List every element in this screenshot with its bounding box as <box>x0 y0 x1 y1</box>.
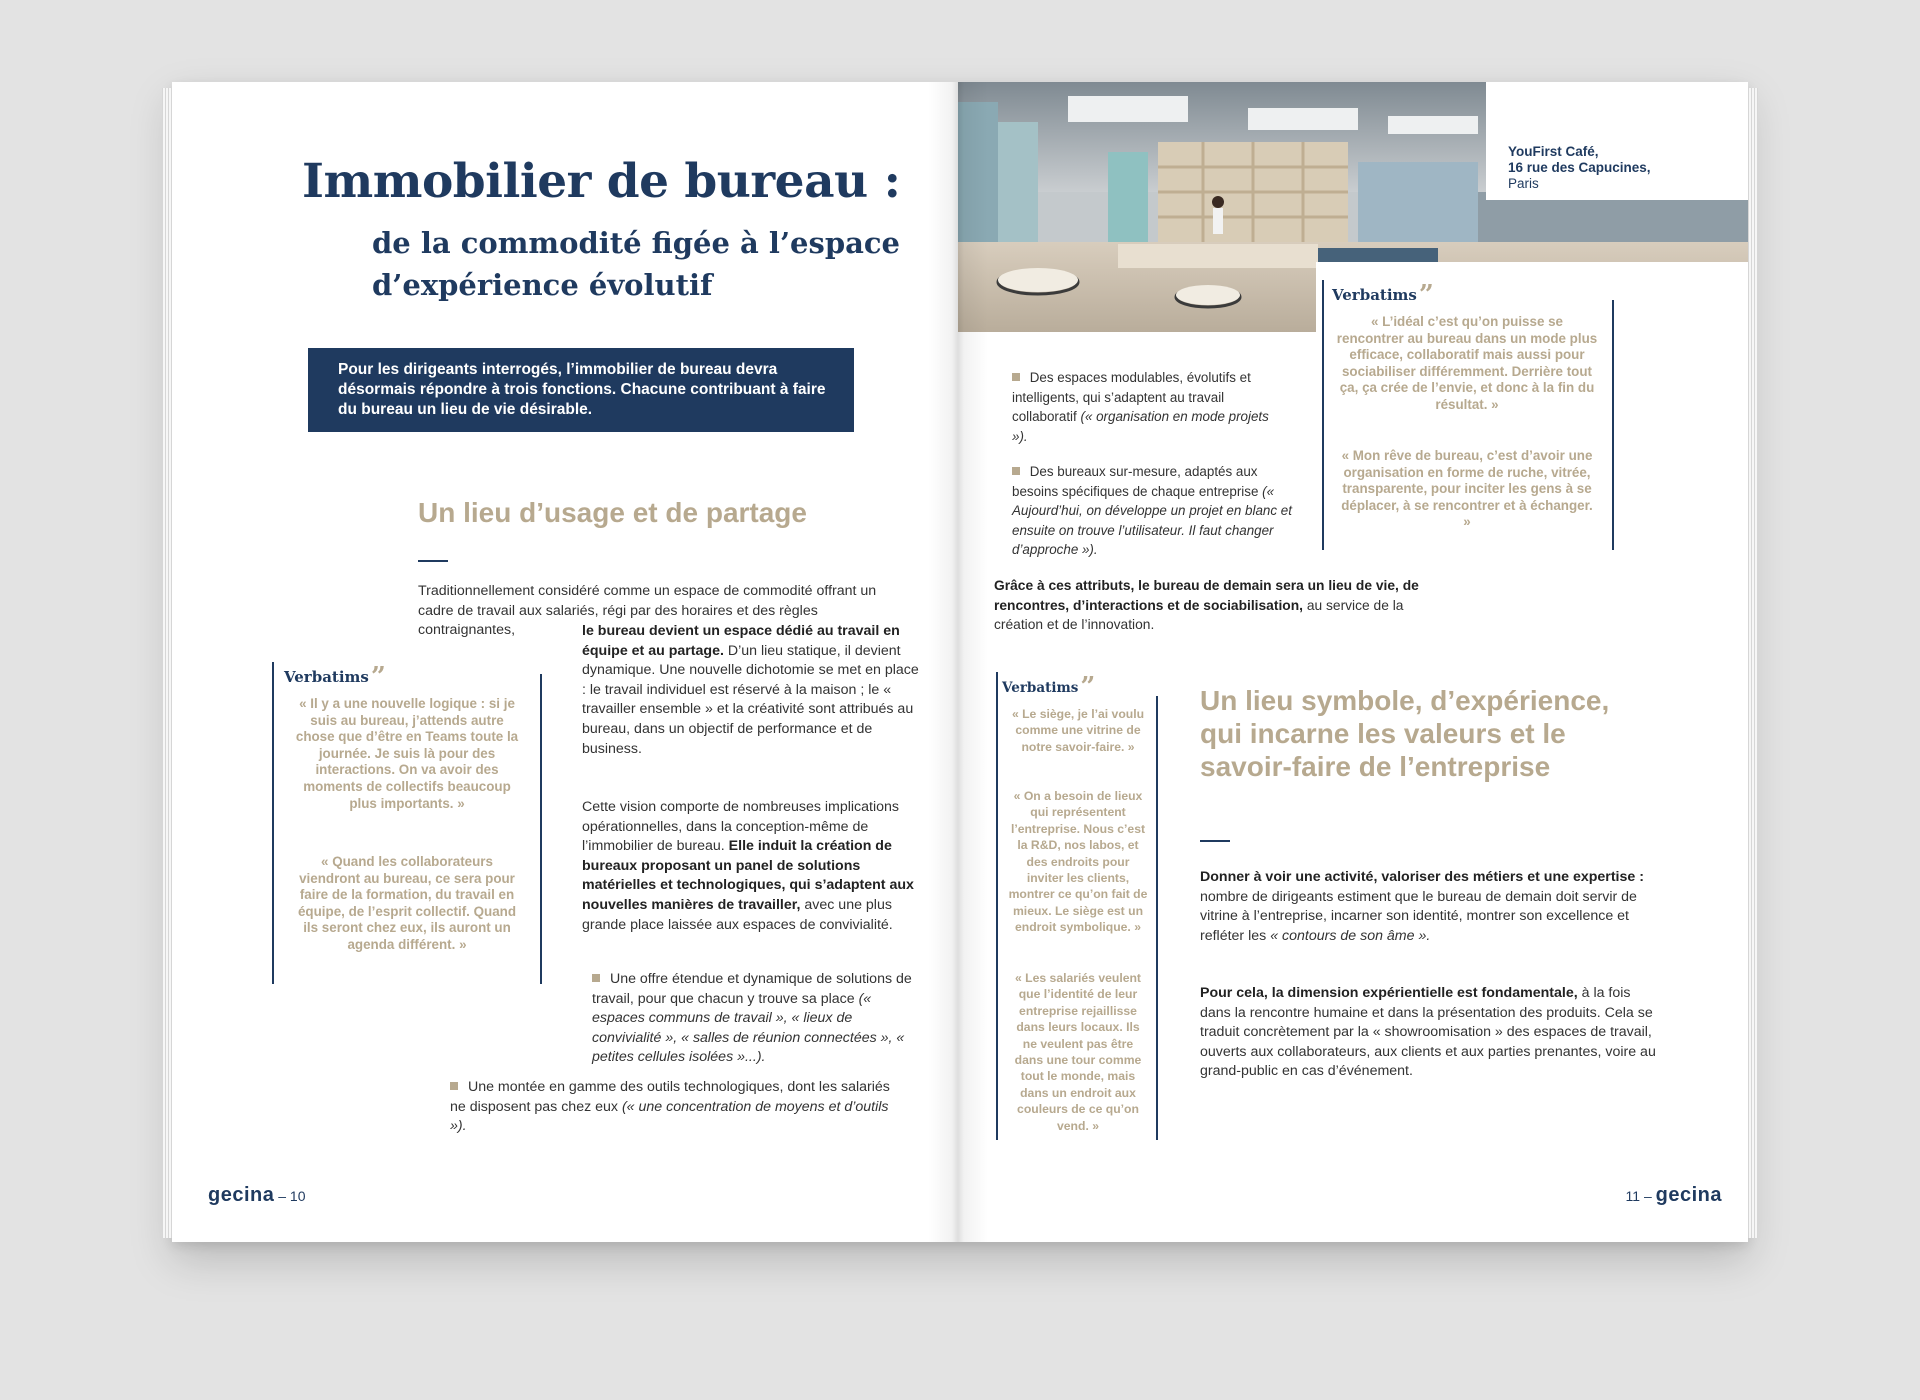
section-rule <box>1200 840 1230 842</box>
bullet3-text: Des espaces modulables, évolutifs et intelligents, qui s’adaptent au travail collaboratif <box>1012 370 1251 424</box>
verbatim-quote: « Mon rêve de bureau, c’est d’avoir une organisation en forme de ruche, vitrée, transparente, pour inciter les gens à se déplacer, à se rencontrer et à échanger. » <box>1341 448 1593 530</box>
paragraph-2 <box>582 798 920 935</box>
verbatims-line-left <box>272 662 274 984</box>
para1-bold: le bureau devient un espace dédié au travail en équipe et au partage. <box>582 623 900 659</box>
verbatims-line-right <box>1156 696 1158 1140</box>
para3-bold: Donner à voir une activité, valoriser des métiers et une expertise : <box>1200 869 1644 885</box>
verbatims-heading <box>284 662 386 692</box>
page-number: 11 – <box>1625 1188 1652 1204</box>
verbatims-label: Verbatims <box>284 668 369 686</box>
verbatims-box-top-right <box>1322 280 1614 550</box>
paragraph-4 <box>1200 984 1656 1082</box>
verbatims-line-left <box>996 672 998 1140</box>
para3-italic: « contours de son âme ». <box>1270 927 1431 944</box>
quote-mark-icon: ” <box>370 662 386 692</box>
bullet-sur-mesure <box>1012 462 1298 560</box>
attributes-bold: Grâce à ces attributs, le bureau de demain sera un lieu de vie, de rencontres, d’interactions et de sociabilisation, <box>994 578 1419 613</box>
page-subtitle: de la commodité figée à l’espace d’expérience évolutif <box>372 226 900 302</box>
footer-right <box>1626 1184 1722 1207</box>
photo-caption <box>1508 144 1651 192</box>
verbatim-quote: « Les salariés veulent que l’identité de leur entreprise rejaillisse dans leurs locaux. Ils ne veulent pas être dans une tour comme tout le monde, mais dans un endroit aux couleurs de ce qu’on vend. » <box>1014 971 1142 1133</box>
section-title-usage: Un lieu d’usage et de partage <box>418 497 807 528</box>
para2-text: Cette vision comporte de nombreuses implications opérationnelles, dans la conception-même de l’immobilier de bureau. <box>582 799 900 855</box>
paragraph-3 <box>1200 868 1656 946</box>
section-rule <box>418 560 448 562</box>
left-page <box>172 82 958 1242</box>
para1-rest: D’un lieu statique, il devient dynamique. Une nouvelle dichotomie se met en place : le travail individuel est réservé à la maison ; le « travailler ensemble » et la créativité sont attribués au bureau, dans un objectif de performance et de business. <box>582 642 919 757</box>
para1-text: Traditionnellement considéré comme un espace de commodité offrant un cadre de travail aux salariés, régi par des horaires et des règles contraignantes, <box>418 583 877 639</box>
quote-mark-icon: ” <box>1418 280 1434 310</box>
verbatims-line-right <box>1612 300 1614 550</box>
verbatims-line-left <box>1322 280 1324 550</box>
gecina-logo: gecina <box>208 1184 275 1206</box>
bullet-espaces <box>1012 368 1280 446</box>
verbatims-label: Verbatims <box>1332 286 1417 304</box>
verbatims-box-bottom-right <box>996 672 1158 1140</box>
bullet4-italic: (« Aujourd’hui, on développe un projet en blanc et ensuite on trouve l’utilisateur. Il faut changer d’approche »). <box>1012 483 1292 557</box>
page-edges-left <box>162 88 172 1238</box>
intro-box: Pour les dirigeants interrogés, l’immobilier de bureau devra désormais répondre à trois fonctions. Chacune contribuant à faire du bureau un lieu de vie désirable. <box>308 348 854 432</box>
paragraph-attributes <box>994 576 1444 635</box>
page-edges-right <box>1748 88 1758 1238</box>
para3-text: nombre de dirigeants estiment que le bureau de demain doit servir de vitrine à l’entreprise, incarner son identité, montrer son excellence et refléter les <box>1200 888 1637 944</box>
verbatim-quote: « L’idéal c’est qu’on puisse se rencontrer au bureau dans un mode plus efficace, collaboratif mais aussi pour sociabiliser différemment. Derrière tout ça, ça crée de l’envie, et donc à la fin du résultat. » <box>1336 314 1598 412</box>
caption-venue: YouFirst Café, <box>1508 144 1599 159</box>
attributes-rest: au service de la création et de l’innovation. <box>994 597 1404 633</box>
bullet2-text: Une montée en gamme des outils technologiques, dont les salariés ne disposent pas chez eux <box>450 1079 890 1115</box>
verbatims-heading <box>1332 280 1434 310</box>
section-title-symbole: Un lieu symbole, d’expérience, qui incarne les valeurs et le savoir-faire de l’entreprise <box>1200 685 1610 782</box>
para2-bold: Elle induit la création de bureaux proposant un panel de solutions matérielles et technologiques, qui s’adaptent aux nouvelles manières de travailler, <box>582 838 914 913</box>
para4-bold: Pour cela, la dimension expérientielle est fondamentale, <box>1200 985 1578 1001</box>
brochure-spread <box>172 82 1748 1242</box>
verbatims-heading <box>1002 672 1095 702</box>
paragraph-1 <box>582 622 920 759</box>
caption-address: 16 rue des Capucines, <box>1508 160 1651 175</box>
bullet-montee <box>450 1078 890 1137</box>
verbatims-box-left <box>272 662 542 984</box>
bullet3-italic: (« organisation en mode projets »). <box>1012 409 1269 444</box>
verbatim-quote: « Le siège, je l’ai voulu comme une vitrine de notre savoir-faire. » <box>1011 707 1145 754</box>
quote-mark-icon: ” <box>1080 672 1096 702</box>
page-title: Immobilier de bureau : <box>302 154 901 209</box>
bullet1-text: Une offre étendue et dynamique de solutions de travail, pour que chacun y trouve sa place <box>592 971 912 1007</box>
verbatims-line-right <box>540 674 542 984</box>
verbatim-quote: « Il y a une nouvelle logique : si je suis au bureau, j’attends autre chose que d’être en Teams toute la journée. Je suis là pour des interactions. On va avoir des moments de collectifs beaucoup plus importants. » <box>295 696 519 811</box>
verbatims-label: Verbatims <box>1002 680 1079 696</box>
gecina-logo: gecina <box>1655 1184 1722 1206</box>
para4-text: à la fois dans la rencontre humaine et dans la présentation des produits. Cela se traduit concrètement par la « showroomisation » des espaces de travail, ouverts aux collaborateurs, aux clients et aux parties prenantes, voire au grand-public en cas d’événement. <box>1200 985 1656 1080</box>
bullet-offre <box>592 970 918 1068</box>
footer-left <box>208 1184 306 1207</box>
bullet1-italic: (« espaces communs de travail », « lieux de convivialité », « salles de réunion connectées », « petites cellules isolées »...). <box>592 990 905 1066</box>
bullet4-text: Des bureaux sur-mesure, adaptés aux besoins spécifiques de chaque entreprise <box>1012 464 1263 499</box>
photo-caption-box <box>1486 82 1748 200</box>
verbatim-quote: « Quand les collaborateurs viendront au bureau, ce sera pour faire de la formation, du travail en équipe, de l’esprit collectif. Quand ils seront chez eux, ils auront un agenda différent. » <box>297 854 516 952</box>
caption-city: Paris <box>1508 176 1539 191</box>
verbatim-quote: « On a besoin de lieux qui représentent l’entreprise. Nous c’est la R&D, nos labos, et des endroits pour inviter les clients, montrer ce qu’on fait de mieux. Le siège est un endroit symbolique. » <box>1008 789 1148 935</box>
para2-rest: avec une plus grande place laissée aux espaces de convivialité. <box>582 896 893 933</box>
page-number: – 10 <box>278 1188 306 1204</box>
bullet2-italic: (« une concentration de moyens et d’outils »). <box>450 1098 889 1135</box>
right-page <box>958 82 1748 1242</box>
